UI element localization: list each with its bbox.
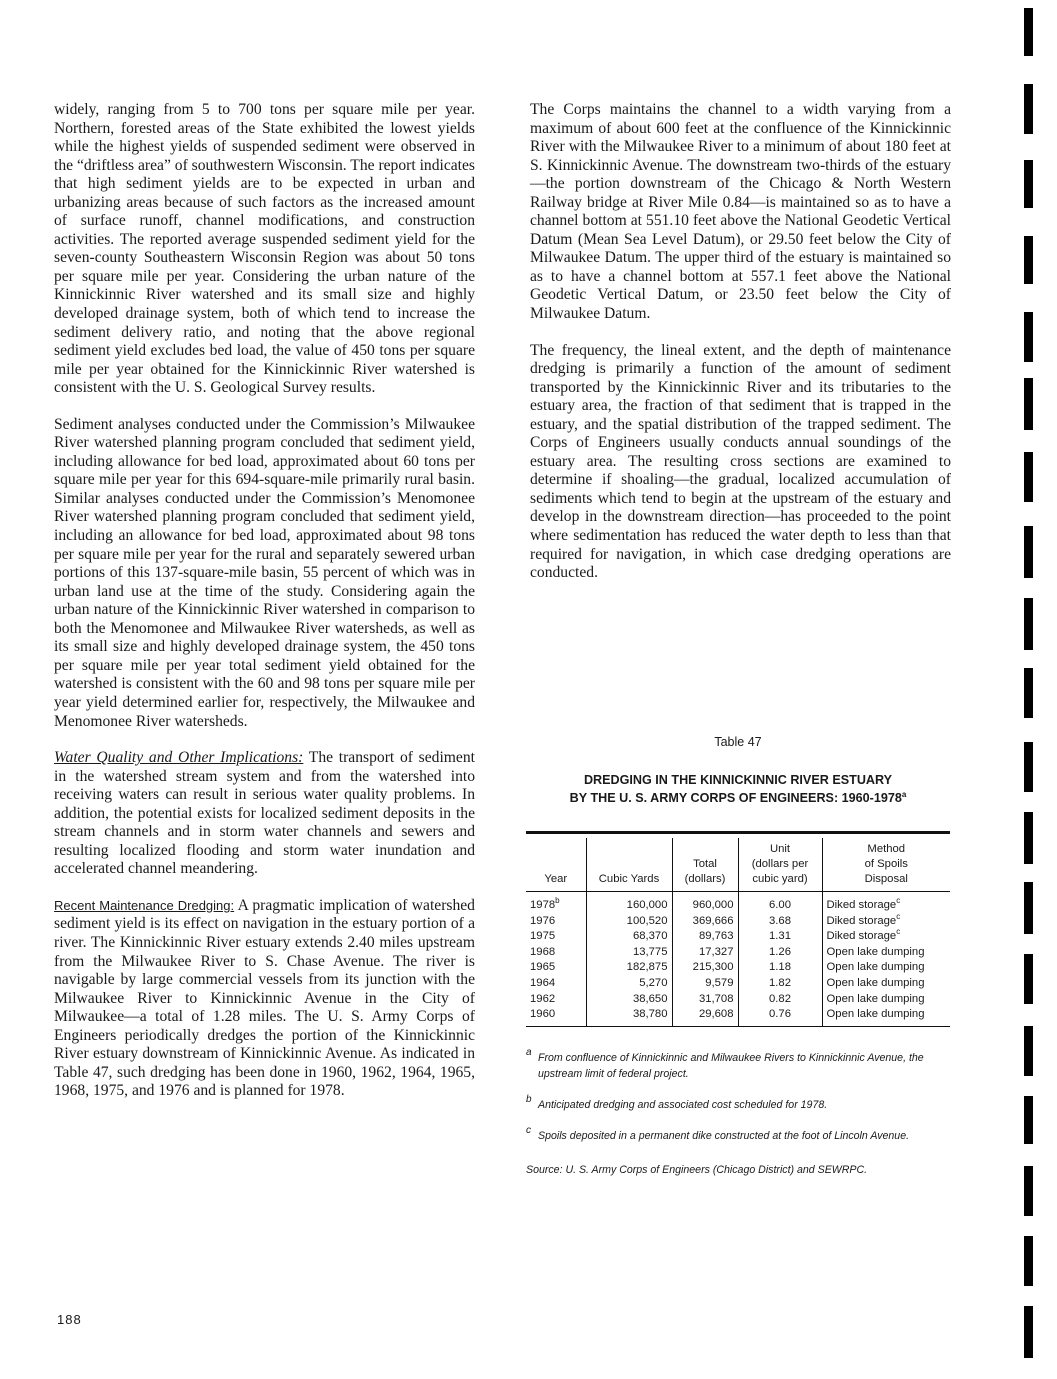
cell-total: 29,608 [672, 1007, 738, 1026]
scan-edge-mark [1024, 84, 1033, 134]
table-top-rule [526, 831, 950, 834]
cell-unit: 0.76 [738, 1007, 822, 1026]
header-unit: Unit (dollars per cubic yard) [738, 838, 822, 892]
cell-unit: 1.82 [738, 976, 822, 992]
header-total: Total (dollars) [672, 838, 738, 892]
footnote-mark: c [526, 1125, 531, 1136]
cell-cubic-yards: 13,775 [586, 945, 672, 961]
header-method: Method of Spoils Disposal [822, 838, 950, 892]
footnote-b [526, 1094, 950, 1113]
table-row [526, 992, 950, 1008]
table-row [526, 892, 950, 914]
table-row [526, 960, 950, 976]
cell-total: 215,300 [672, 960, 738, 976]
cell-unit: 3.68 [738, 914, 822, 930]
paragraph-maintenance-dredging [54, 897, 475, 1101]
cell-year: 1962 [530, 992, 556, 1005]
maintenance-dredging-body: A pragmatic implication of watershed sediment yield is its effect on navigation in the estuary portion of a river. The Kinnickinnic River estuary extends 2.40 miles upstream from the Milwaukee River to S. Chase Avenue. The river is navigable by large commercial vessels from its junction with the Milwaukee River to Kinnickinnic Avenue in the City of Milwaukee—a total of 1.28 miles. The U. S. Army Corps of Engineers periodically dredges the portion of the Kinnickinnic River estuary downstream of Kinnickinnic Avenue. As indicated in Table 47, such dredging has been done in 1960, 1962, 1964, 1965, 1968, 1975, and 1976 and is planned for 1978. [54, 896, 475, 1100]
dredging-table [526, 838, 950, 1027]
cell-year: 1960 [530, 1008, 556, 1021]
table-header-row [526, 838, 950, 892]
cell-year: 1965 [530, 961, 556, 974]
scan-edge-mark [1024, 598, 1033, 650]
right-column [530, 101, 951, 601]
cell-method: Diked storage$^c$ [822, 929, 950, 945]
cell-year: 1976 [530, 914, 556, 927]
cell-unit: 1.26 [738, 945, 822, 961]
table-row [526, 1007, 950, 1026]
scan-edge-mark [1024, 1166, 1033, 1216]
water-quality-body: The transport of sediment in the watershed stream system and from the watershed into receiving waters can result in serious water quality problems. In addition, the potential exists for localized sediment deposits in the stream channels and in storm water channels and sewers and resulting localized flooding and storm water inundation and accelerated channel meandering. [54, 749, 475, 878]
cell-cubic-yards: 100,520 [586, 914, 672, 930]
footnote-text: Spoils deposited in a permanent dike constructed at the foot of Lincoln Avenue. [538, 1130, 910, 1142]
footnote-c [526, 1125, 950, 1144]
cell-cubic-yards: 182,875 [586, 960, 672, 976]
cell-cubic-yards: 38,650 [586, 992, 672, 1008]
scan-edge-mark [1024, 1096, 1033, 1144]
footnote-text: Anticipated dredging and associated cost scheduled for 1978. [538, 1099, 828, 1111]
header-year: Year [526, 838, 586, 892]
cell-unit: 1.18 [738, 960, 822, 976]
paragraph-sediment-yield-survey: widely, ranging from 5 to 700 tons per square mile per year. Northern, forested areas of the State exhibited the lowest yields while the highest yields of suspended sediment were observed in the “driftless area” of southwestern Wisconsin. The report indicates that high sediment yields are to be expected in urban and urbanizing areas because of such factors as the increased amount of surface runoff, channel modifications, and construction activities. The reported average suspended sediment yield for the seven-county Southeastern Wisconsin Region was about 50 tons per square mile per year. Considering the urban nature of the Kinnickinnic River watershed and its small size and highly developed drainage system, both of which tend to increase the sediment delivery ratio, and noting that the above regional sediment yield excludes bed load, the value of 450 tons per square mile per year obtained for the Kinnickinnic River watershed is consistent with the U. S. Geological Survey results. [54, 101, 475, 397]
scan-edge-mark [1024, 1306, 1033, 1358]
cell-method: Diked storage$^c$ [822, 892, 950, 914]
cell-method: Open lake dumping [822, 1007, 950, 1026]
cell-cubic-yards: 38,780 [586, 1007, 672, 1026]
cell-method: Diked storage$^c$ [822, 914, 950, 930]
cell-method: Open lake dumping [822, 976, 950, 992]
scan-edge-mark [1024, 312, 1033, 362]
scan-edge-mark [1024, 882, 1033, 934]
cell-year: 1975 [530, 930, 556, 943]
cell-unit: 0.82 [738, 992, 822, 1008]
cell-total: 960,000 [672, 892, 738, 914]
cell-method: Open lake dumping [822, 945, 950, 961]
scan-edge-mark [1024, 378, 1033, 430]
table-row [526, 945, 950, 961]
scan-edge-mark [1024, 236, 1033, 284]
footnote-text: From confluence of Kinnickinnic and Milwaukee Rivers to Kinnickinnic Avenue, the upstream limit of federal project. [538, 1052, 924, 1080]
scan-edge-mark [1024, 812, 1033, 864]
scan-edge-mark [1024, 1026, 1033, 1076]
scan-edge-mark [1024, 452, 1033, 502]
cell-unit: 1.31 [738, 929, 822, 945]
footnote-a [526, 1047, 950, 1082]
cell-total: 89,763 [672, 929, 738, 945]
header-cubic-yards: Cubic Yards [586, 838, 672, 892]
scan-edge-mark [1024, 954, 1033, 1004]
footnote-mark: b [526, 1094, 532, 1105]
heading-maintenance-dredging: Recent Maintenance Dredging: [54, 897, 235, 913]
cell-method: Open lake dumping [822, 960, 950, 976]
scan-edge-mark [1024, 160, 1033, 208]
footnote-mark: a [526, 1047, 532, 1058]
left-column [54, 101, 475, 1119]
scan-edge-mark [1024, 668, 1033, 718]
table-47 [526, 735, 950, 1027]
table-row [526, 929, 950, 945]
table-title-text: BY THE U. S. ARMY CORPS OF ENGINEERS: 1960-1978 [569, 791, 902, 805]
cell-cubic-yards: 68,370 [586, 929, 672, 945]
cell-cubic-yards: 5,270 [586, 976, 672, 992]
cell-year: 1968 [530, 945, 556, 958]
table-row [526, 976, 950, 992]
paragraph-water-quality [54, 749, 475, 879]
paragraph-channel-maintenance: The Corps maintains the channel to a width varying from a maximum of about 600 feet at the confluence of the Kinnickinnic River with the Milwaukee River to a minimum of about 180 feet at S. Kinnickinnic Avenue. The downstream two-thirds of the estuary—the portion downstream of the Chicago & North Western Railway bridge at River Mile 0.84—is maintained so as to have a channel bottom at 551.10 feet above the National Geodetic Vertical Datum (Mean Sea Level Datum), or 29.50 feet below the City of Milwaukee Datum. The upper third of the estuary is maintained so as to have a channel bottom at 557.1 feet above the National Geodetic Vertical Datum, or 23.50 feet below the City of Milwaukee Datum. [530, 101, 951, 323]
paragraph-commission-analyses: Sediment analyses conducted under the Commission’s Milwaukee River watershed planning program concluded that sediment yield, including allowance for bed load, approximated about 60 tons per square mile per year for this 694-square-mile primarily rural basin. Similar analyses conducted under the Commission’s Menomonee River watershed planning program concluded that sediment yield, including an allowance for bed load, approximated about 98 tons per square mile per year for the rural and separately sewered urban portions of this 137-square-mile basin, 55 percent of which was in urban land use at the time of the study. Considering again the urban nature of the Kinnickinnic River watershed in comparison to both the Menomonee and Milwaukee River watersheds, as well as its small size and highly developed drainage system, the 450 tons per square mile per year total sediment yield obtained for the watershed is consistent with the 60 and 98 tons per square mile per year yield determined earlier for, respectively, the Milwaukee and Menomonee River watersheds. [54, 415, 475, 730]
table-title-line2 [526, 789, 950, 807]
cell-unit: 6.00 [738, 892, 822, 914]
cell-total: 31,708 [672, 992, 738, 1008]
table-number: Table 47 [714, 735, 762, 749]
cell-cubic-yards: 160,000 [586, 892, 672, 914]
scan-edge-mark [1024, 8, 1033, 56]
table-title-footnote-mark: a [901, 789, 907, 799]
paragraph-dredging-frequency: The frequency, the lineal extent, and the depth of maintenance dredging is primarily a function of the amount of sediment transported by the Kinnickinnic River and its tributaries to the estuary area, the fraction of that sediment that is trapped in the estuary, and the spatial distribution of the trapped sediment. The Corps of Engineers usually conducts annual soundings of the estuary area. The resulting cross sections are examined to determine if shoaling—the gradual, localized accumulation of sediments which tend to begin at the upstream of the estuary and develop in the downstream direction—has proceeded to the point where sedimentation has reduced the water depth to less than that required for navigation, in which case dredging operations are conducted. [530, 341, 951, 582]
scan-edge-mark [1024, 742, 1033, 792]
scan-edge-mark [1024, 526, 1033, 578]
table-title-line1: DREDGING IN THE KINNICKINNIC RIVER ESTUARY [583, 773, 893, 787]
table-row [526, 914, 950, 930]
scan-edge-mark [1024, 1236, 1033, 1286]
cell-total: 9,579 [672, 976, 738, 992]
page-number: 188 [57, 1312, 82, 1327]
cell-year: 1978$^b$ [530, 896, 560, 911]
cell-year: 1964 [530, 976, 556, 989]
cell-total: 17,327 [672, 945, 738, 961]
table-source: Source: U. S. Army Corps of Engineers (Chicago District) and SEWRPC. [526, 1164, 868, 1176]
heading-water-quality: Water Quality and Other Implications: [54, 749, 304, 767]
cell-method: Open lake dumping [822, 992, 950, 1008]
table-footnotes [526, 1047, 950, 1189]
cell-total: 369,666 [672, 914, 738, 930]
